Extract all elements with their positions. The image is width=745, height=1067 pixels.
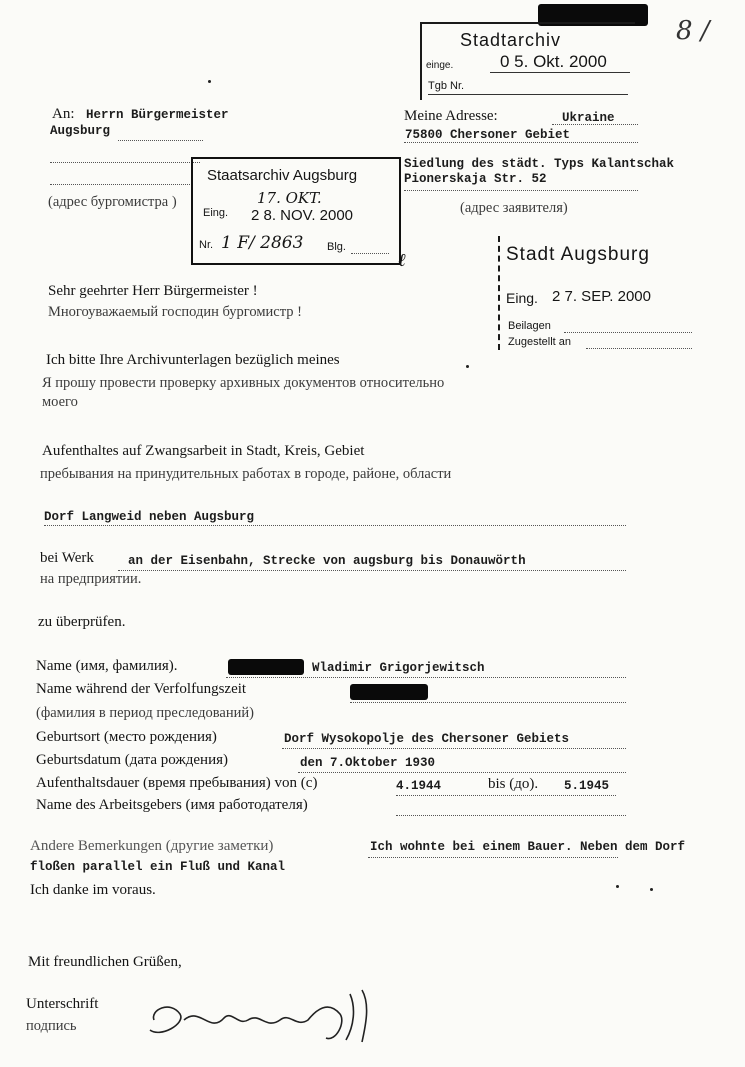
addressee-line1: Herrn Bürgermeister (86, 108, 229, 122)
stadtarchiv-title: Stadtarchiv (460, 30, 562, 50)
persecution-dots (350, 702, 626, 703)
persecution-ru: (фамилия в период преследований) (36, 705, 254, 721)
stadtarchiv-stamp (420, 22, 635, 100)
staatsarchiv-title: Staatsarchiv Augsburg (207, 167, 358, 184)
sender-line3: Pionerskaja Str. 52 (404, 172, 547, 186)
scan-speck (650, 888, 653, 891)
duration-from: 4.1944 (396, 779, 442, 793)
staatsarchiv-initials: ℓ (398, 250, 406, 271)
remarks-value2: floßen parallel ein Fluß und Kanal (30, 860, 286, 874)
duration-dots (396, 795, 616, 796)
birthdate-value: den 7.Oktober 1930 (300, 756, 436, 770)
addressee-line4-dots (50, 184, 190, 185)
sender-note: (адрес заявителя) (460, 200, 568, 216)
birthplace-value: Dorf Wysokopolje des Chersoner Gebiets (284, 732, 570, 746)
remarks-dots (368, 857, 618, 858)
stadt-augsburg-stamp (498, 236, 696, 350)
scan-speck (208, 80, 211, 83)
staatsarchiv-stamp (191, 157, 401, 265)
stay-ru: пребывания на принудительных работах в городе, районе, области (40, 466, 452, 482)
stay-de: Aufenthaltes auf Zwangsarbeit in Stadt, Kreis, Gebiet (42, 443, 365, 459)
addressee-line3-dots (50, 162, 200, 163)
stay-value-dots (44, 525, 626, 526)
birthdate-dots (298, 772, 626, 773)
closing-text: Mit freundlichen Grüßen, (28, 954, 182, 970)
stadtarchiv-date: 0 5. Okt. 2000 (500, 52, 607, 71)
name-value-dots (226, 677, 626, 678)
stadt-augsburg-title: Stadt Augsburg (506, 244, 650, 265)
signature-label-ru: подпись (26, 1018, 77, 1034)
work-de: bei Werk (40, 550, 94, 566)
remarks-label: Andere Bemerkungen (другие заметки) (30, 838, 274, 854)
sender-label: Meine Adresse: (404, 108, 498, 124)
staatsarchiv-blg-dots (351, 253, 389, 254)
stadtarchiv-tgb-line (428, 94, 628, 95)
duration-to: 5.1945 (564, 779, 610, 793)
sender-country: Ukraine (562, 111, 615, 125)
work-value-dots (118, 570, 626, 571)
persecution-label: Name während der Verfolfungszeit (36, 681, 247, 697)
stadtarchiv-eing-label: einge. (426, 60, 454, 71)
staatsarchiv-date: 2 8. NOV. 2000 (251, 207, 354, 224)
corner-handwritten-mark: 8 / (676, 16, 710, 46)
duration-mid: bis (до). (488, 776, 539, 792)
addressee-label: An: (52, 106, 75, 122)
stadtarchiv-date-line (490, 72, 630, 73)
scan-speck (616, 885, 619, 888)
scan-speck (466, 365, 469, 368)
sender-line1-dots (404, 142, 638, 143)
signature-label-de: Unterschrift (26, 996, 99, 1012)
birthplace-label: Geburtsort (место рождения) (36, 729, 217, 745)
greeting-ru: Многоуважаемый господин бургомистр ! (48, 304, 302, 320)
work-ru: на предприятии. (40, 571, 142, 587)
redaction-surname (228, 659, 304, 675)
duration-label: Aufenthaltsdauer (время пребывания) von (с) (36, 775, 318, 791)
staatsarchiv-hand-nr: 1 F/ 2863 (221, 233, 304, 253)
birthplace-dots (282, 748, 626, 749)
signature-stroke (150, 990, 367, 1042)
stadt-augsburg-eing-label: Eing. (506, 290, 538, 306)
stadtarchiv-tgb-label: Tgb Nr. (428, 80, 465, 92)
work-value: an der Eisenbahn, Strecke von augsburg bis Donauwörth (128, 554, 526, 568)
staatsarchiv-hand-date: 17. OKT. (257, 189, 322, 207)
request-ru2: моего (42, 394, 78, 410)
check-text: zu überprüfen. (38, 614, 126, 630)
stadt-augsburg-date: 2 7. SEP. 2000 (552, 288, 651, 305)
stadt-augsburg-zugestellt: Zugestellt an (508, 336, 571, 348)
remarks-value: Ich wohnte bei einem Bauer. Neben dem Dorf (370, 840, 686, 854)
request-de: Ich bitte Ihre Archivunterlagen bezüglich meines (46, 352, 340, 368)
staatsarchiv-blg-label: Blg. (327, 241, 346, 253)
sender-country-dots (552, 124, 638, 125)
addressee-line2-dots (118, 140, 203, 141)
staatsarchiv-eing-label: Eing. (203, 207, 229, 219)
stadt-augsburg-beilagen-dots (564, 332, 692, 333)
sender-line2: Siedlung des städt. Typs Kalantschak (404, 157, 675, 171)
redaction-persecution-name (350, 684, 428, 700)
staatsarchiv-nr-label: Nr. (199, 239, 214, 251)
stadt-augsburg-beilagen: Beilagen (508, 320, 551, 332)
greeting-de: Sehr geehrter Herr Bürgermeister ! (48, 283, 258, 299)
thanks-text: Ich danke im voraus. (30, 882, 156, 898)
addressee-line2: Augsburg (50, 124, 111, 138)
employer-dots (396, 815, 626, 816)
signature-scribble (140, 980, 390, 1050)
request-ru: Я прошу провести проверку архивных документов относительно (42, 375, 445, 391)
employer-label: Name des Arbeitsgebers (имя работодателя) (36, 797, 308, 813)
stay-value: Dorf Langweid neben Augsburg (44, 510, 255, 524)
stadt-augsburg-zugestellt-dots (586, 348, 692, 349)
name-label: Name (имя, фамилия). (36, 658, 178, 674)
birthdate-label: Geburtsdatum (дата рождения) (36, 752, 229, 768)
sender-line3-dots (404, 190, 638, 191)
addressee-note: (адрес бургомистра ) (48, 194, 177, 210)
sender-line1: 75800 Chersoner Gebiet (405, 128, 571, 142)
name-value: Wladimir Grigorjewitsch (312, 661, 485, 675)
